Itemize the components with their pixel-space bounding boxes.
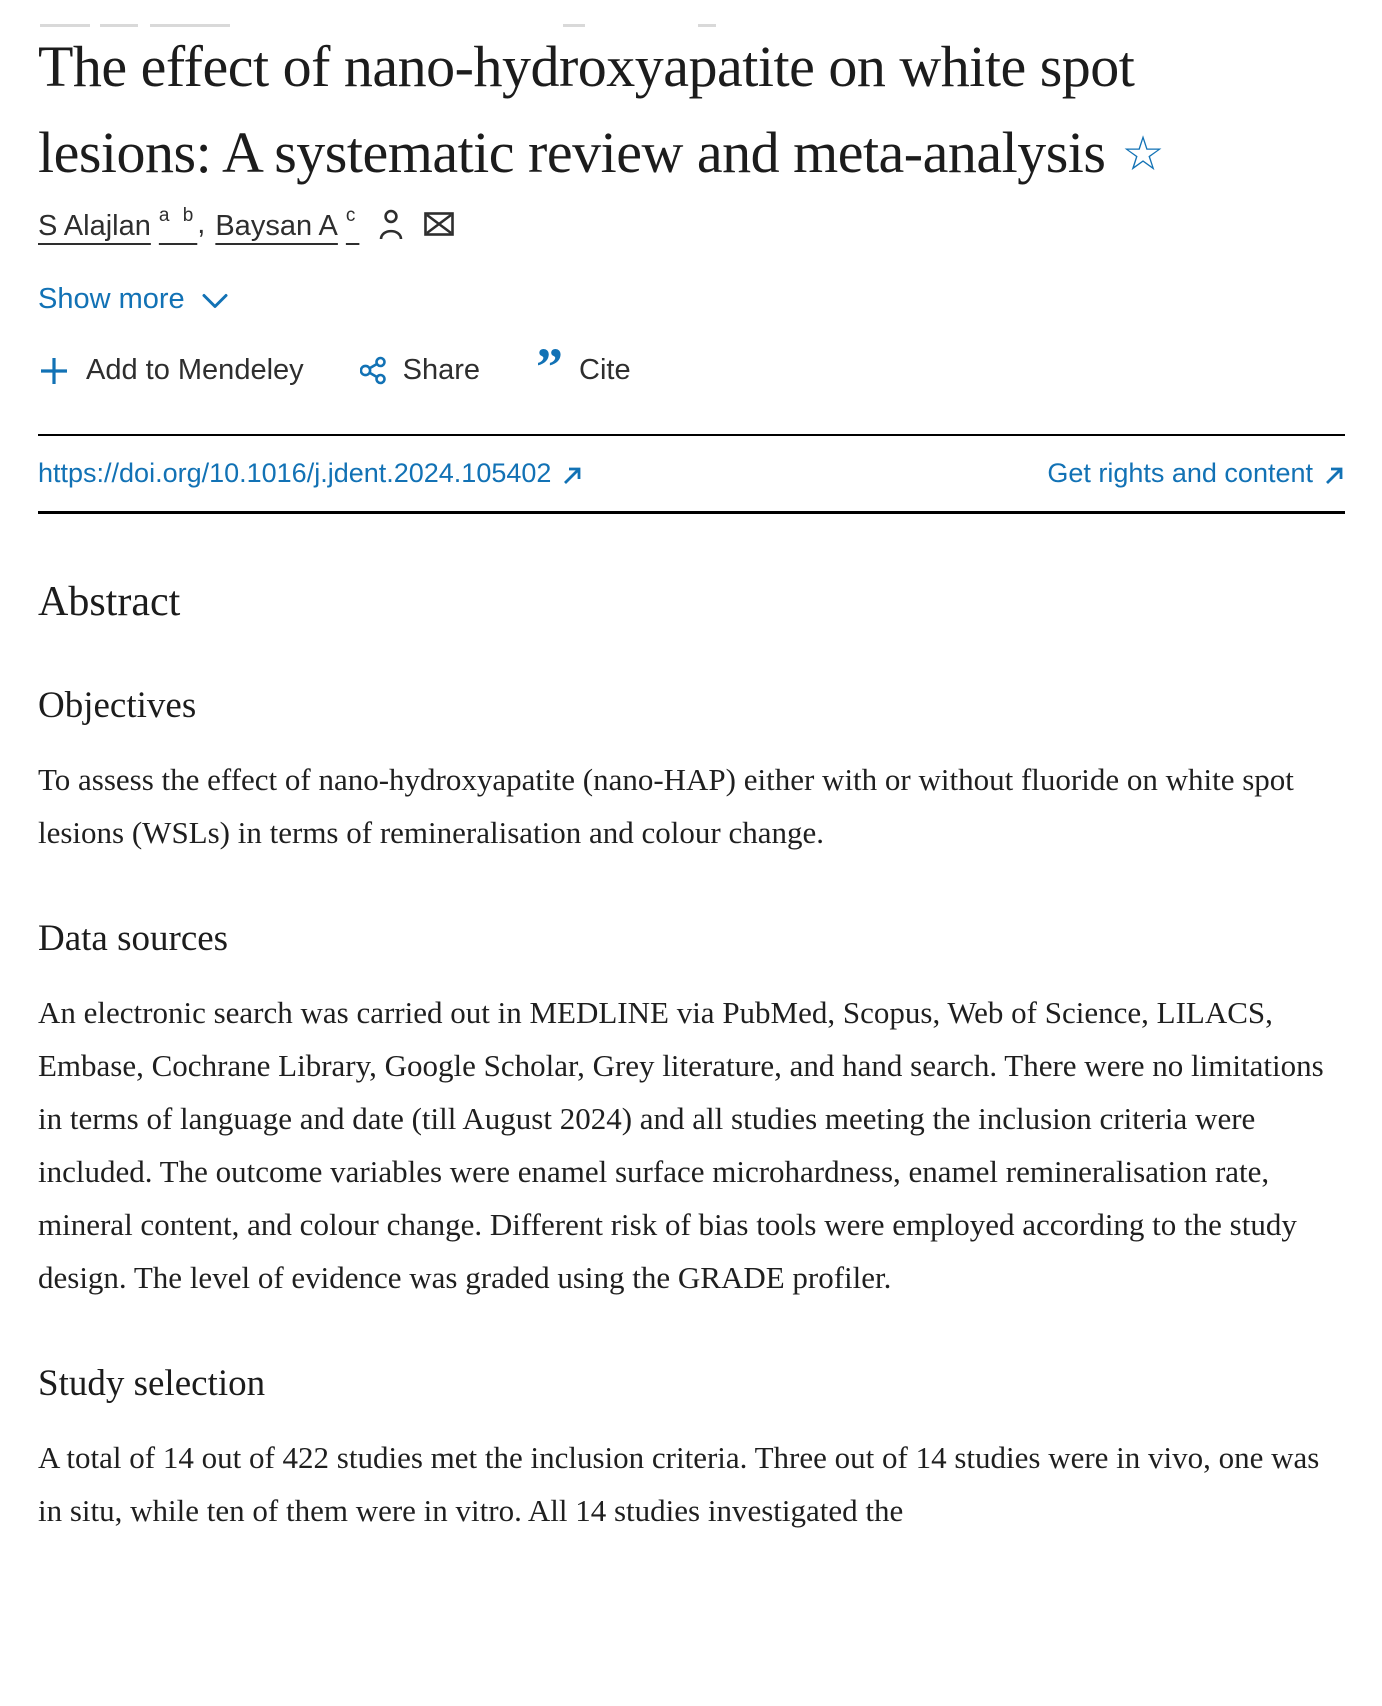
show-more-button[interactable] bbox=[38, 283, 229, 316]
doi-link[interactable] bbox=[38, 458, 583, 489]
section-text-objectives: To assess the effect of nano-hydroxyapatite (nano-HAP) either with or without fluoride on white spot lesions (WSLs) in terms of remineralisation and colour change. bbox=[38, 762, 1294, 850]
abstract-section-study-selection bbox=[38, 1362, 1345, 1537]
author-separator: , bbox=[197, 207, 206, 240]
abstract-section-data-sources bbox=[38, 917, 1345, 1304]
section-heading-objectives: Objectives bbox=[38, 685, 197, 726]
abstract-section-objectives bbox=[38, 684, 1345, 859]
star-icon[interactable]: ☆ bbox=[1121, 126, 1165, 182]
author-link-alajlan[interactable] bbox=[38, 205, 197, 243]
action-toolbar bbox=[38, 336, 1345, 397]
share-icon bbox=[360, 356, 387, 385]
envelope-icon[interactable] bbox=[423, 211, 455, 237]
cite-button[interactable] bbox=[536, 336, 631, 397]
plus-icon bbox=[38, 355, 70, 387]
page-title bbox=[38, 24, 1288, 197]
external-link-icon bbox=[561, 465, 583, 487]
section-heading-study-selection: Study selection bbox=[38, 1363, 266, 1404]
share-label: Share bbox=[402, 354, 481, 386]
get-rights-label: Get rights and content bbox=[1047, 458, 1313, 488]
external-link-icon bbox=[1323, 465, 1345, 487]
share-button[interactable] bbox=[360, 354, 480, 387]
doi-bar bbox=[38, 434, 1345, 514]
person-icon[interactable] bbox=[377, 208, 405, 240]
abstract-heading: Abstract bbox=[38, 579, 181, 625]
author-link-baysan[interactable] bbox=[215, 205, 359, 243]
author-affiliation-sup: c bbox=[345, 205, 360, 226]
cite-quotes-icon: ” bbox=[536, 336, 564, 397]
cite-label: Cite bbox=[579, 354, 631, 386]
doi-url: https://doi.org/10.1016/j.jdent.2024.105402 bbox=[38, 458, 552, 488]
section-text-study-selection: A total of 14 out of 422 studies met the inclusion criteria. Three out of 14 studies were in vivo, one was in situ, while ten of them were in vitro. All 14 studies investigated the bbox=[38, 1440, 1320, 1528]
author-list bbox=[38, 205, 1345, 243]
add-to-mendeley-label: Add to Mendeley bbox=[86, 354, 304, 386]
cropped-text-remnant bbox=[38, 24, 738, 28]
add-to-mendeley-button[interactable] bbox=[38, 354, 304, 387]
get-rights-link[interactable] bbox=[1047, 458, 1345, 489]
author-affiliation-sup: a b bbox=[158, 205, 198, 226]
chevron-down-icon bbox=[201, 293, 229, 310]
section-heading-data-sources: Data sources bbox=[38, 918, 229, 959]
article-title-text: The effect of nano-hydroxyapatite on white spot lesions: A systematic review and meta-analysis bbox=[38, 34, 1135, 185]
author-name: Baysan A bbox=[215, 210, 338, 242]
section-text-data-sources: An electronic search was carried out in MEDLINE via PubMed, Scopus, Web of Science, LILACS, Embase, Cochrane Library, Google Scholar, Grey literature, and hand search. There were no limitations in terms of language and date (till August 2024) and all studies meeting the inclusion criteria were included. The outcome variables were enamel surface microhardness, enamel remineralisation rate, mineral content, and colour change. Different risk of bias tools were employed according to the study design. The level of evidence was graded using the GRADE profiler. bbox=[38, 995, 1324, 1295]
show-more-label: Show more bbox=[38, 283, 185, 315]
author-name: S Alajlan bbox=[38, 210, 151, 242]
